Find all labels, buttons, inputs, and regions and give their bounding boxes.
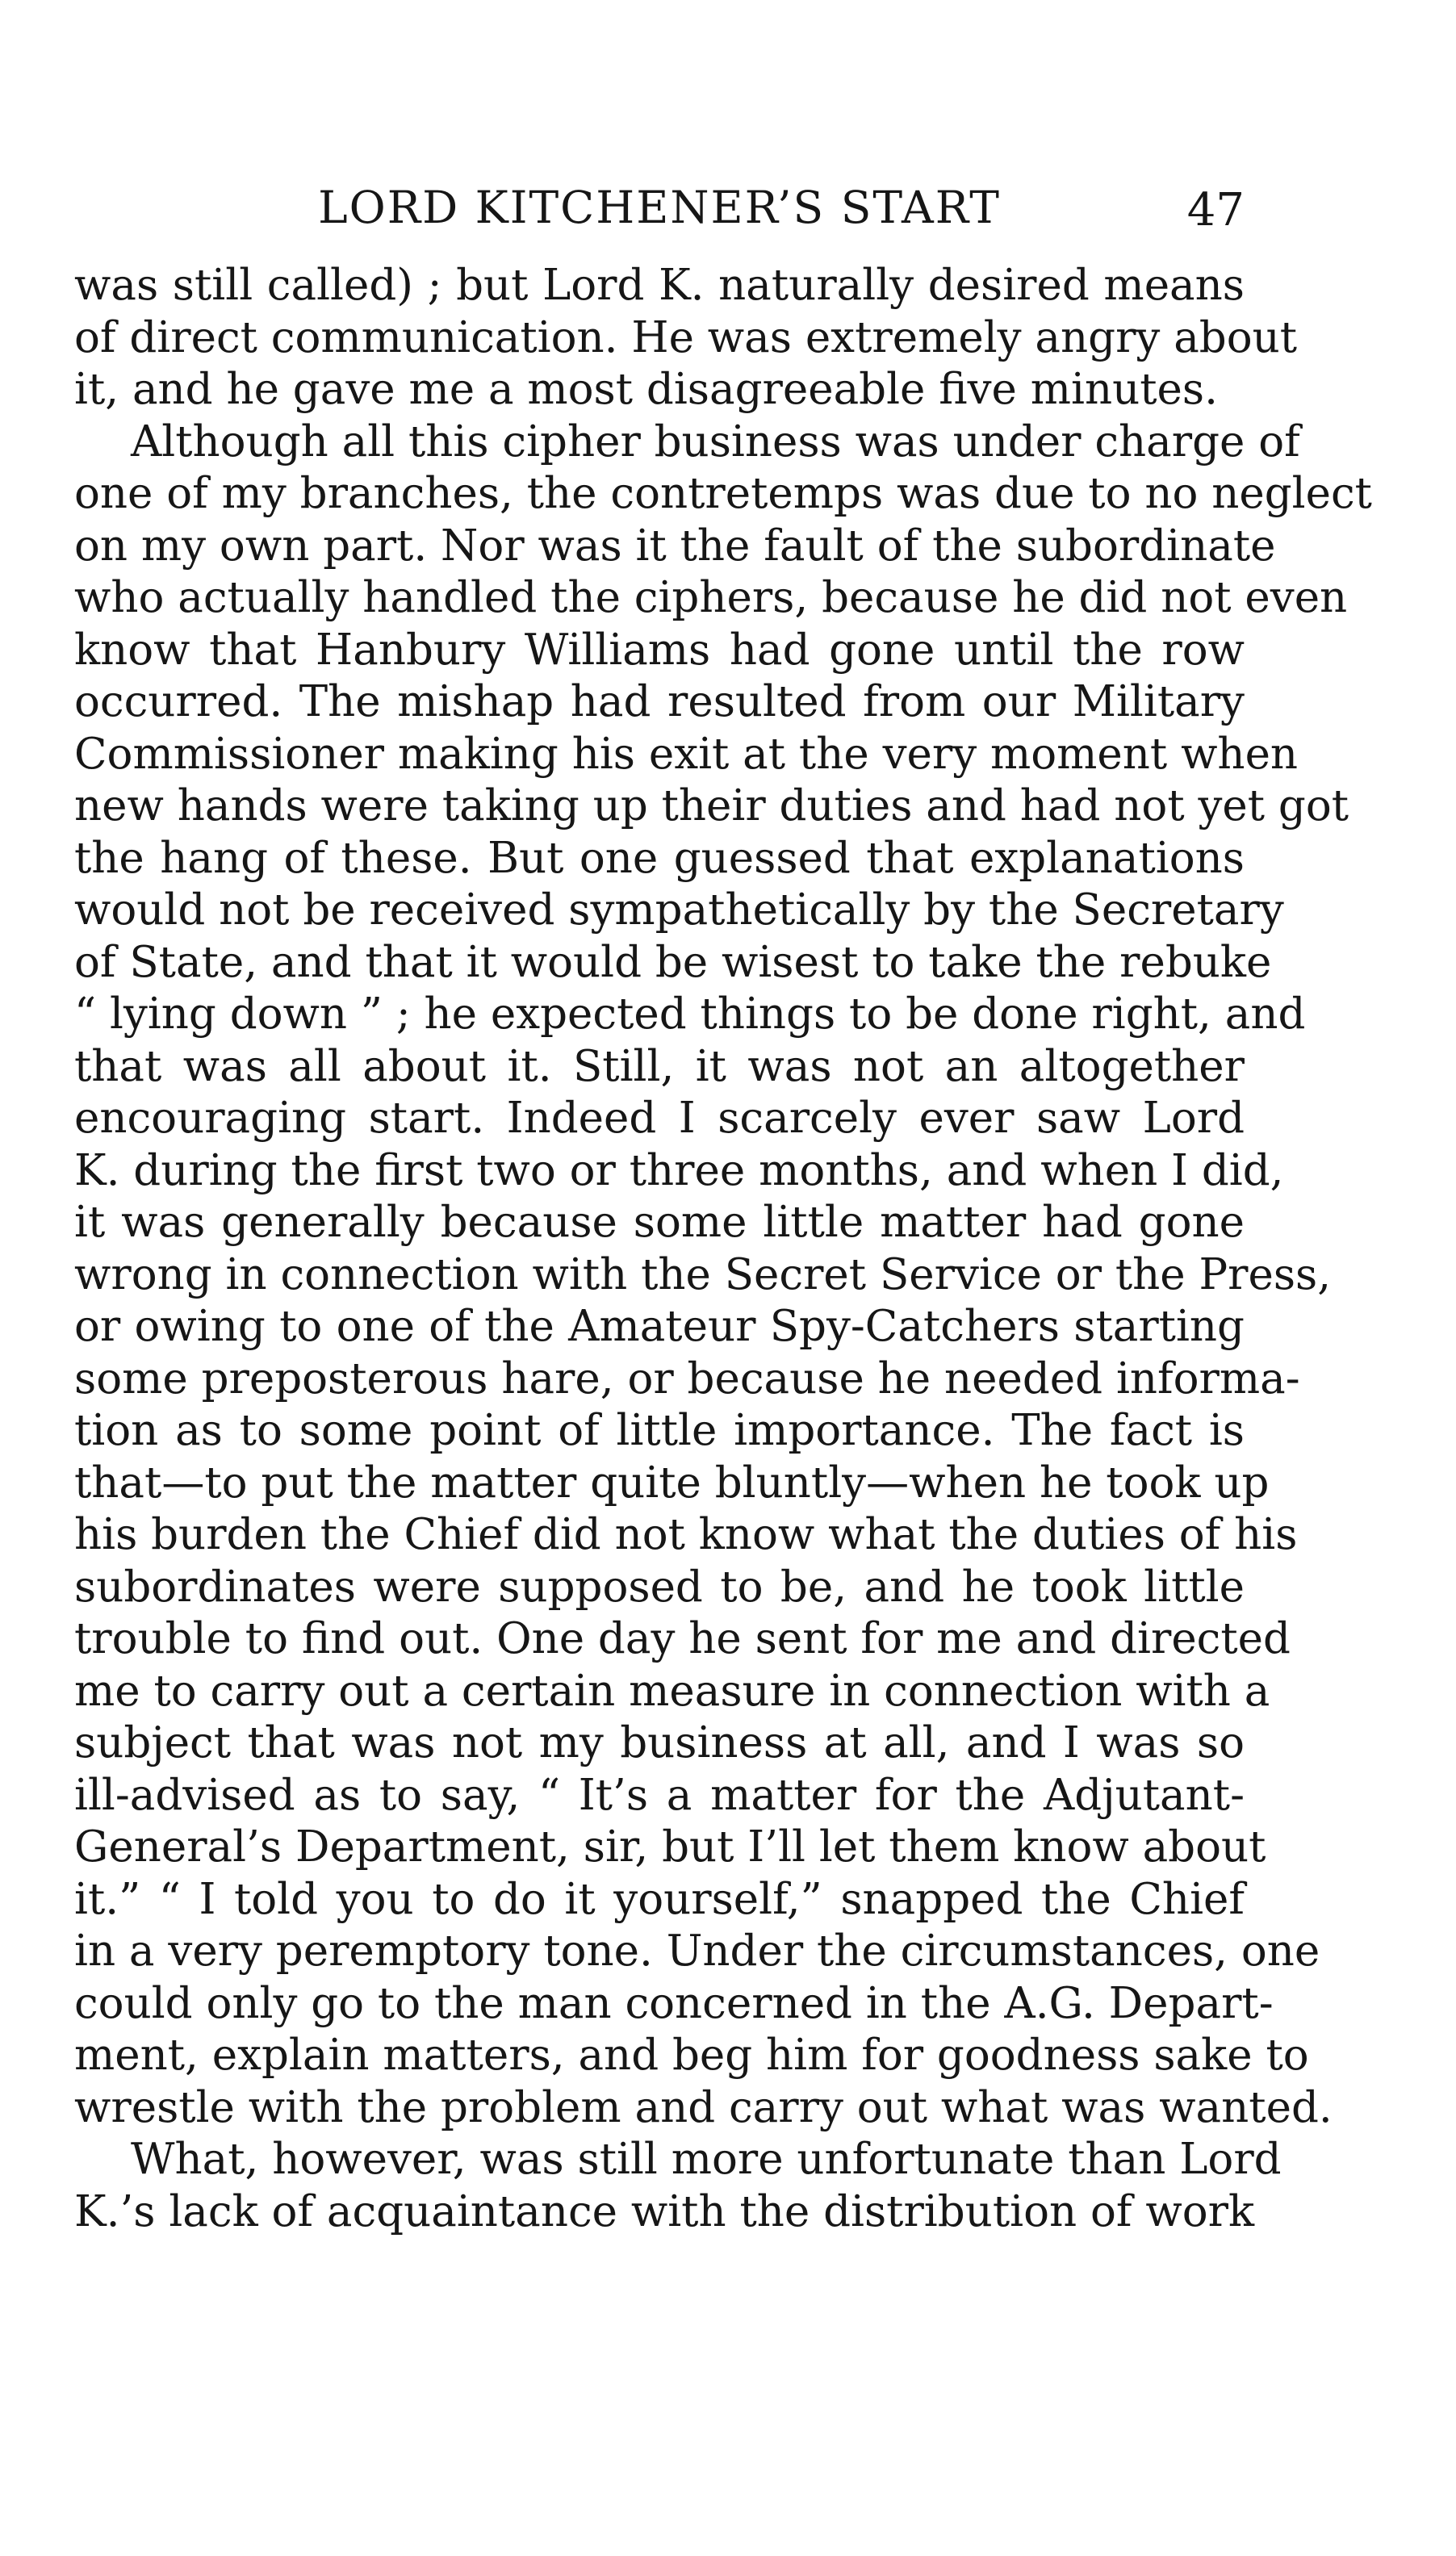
text-line: his burden the Chief did not know what the duties of his <box>74 1510 1298 1559</box>
running-head <box>74 179 1245 236</box>
text-line: occurred. The mishap had resulted from our Military <box>74 677 1245 726</box>
text-line: would not be received sympathetically by the Secretary <box>74 885 1284 935</box>
running-title: LORD KITCHENER’S START <box>318 182 1001 233</box>
text-line: Although all this cipher business was under charge of <box>131 416 1300 466</box>
text-line: What, however, was still more unfortunate than Lord <box>131 2135 1282 2184</box>
text-line: or owing to one of the Amateur Spy-Catchers starting <box>74 1302 1245 1351</box>
text-line: K. during the first two or three months, and when I did, <box>74 1145 1284 1195</box>
text-line: wrong in connection with the Secret Service or the Press, <box>74 1249 1332 1299</box>
text-line: could only go to the man concerned in the A.G. Depart- <box>74 1978 1274 2028</box>
text-line: trouble to find out. One day he sent for me and directed <box>74 1614 1291 1663</box>
text-line: it.” “ I told you to do it yourself,” snapped the Chief <box>74 1874 1245 1924</box>
text-line: ill-advised as to say, “ It’s a matter for the Adjutant- <box>74 1770 1245 1820</box>
text-line: General’s Department, sir, but I’ll let them know about <box>74 1822 1266 1872</box>
text-line: the hang of these. But one guessed that explanations <box>74 833 1245 883</box>
text-line: in a very peremptory tone. Under the circumstances, one <box>74 1926 1320 1976</box>
text-line: that—to put the matter quite bluntly—when he took up <box>74 1458 1270 1508</box>
text-line: some preposterous hare, or because he needed informa- <box>74 1353 1300 1403</box>
text-line: wrestle with the problem and carry out what was wanted. <box>74 2082 1333 2132</box>
text-line: new hands were taking up their duties and had not yet got <box>74 781 1349 830</box>
text-line: of direct communication. He was extremely angry about <box>74 312 1298 362</box>
text-line: subject that was not my business at all, and I was so <box>74 1718 1245 1767</box>
text-line: was still called) ; but Lord K. naturally desired means <box>74 261 1245 310</box>
text-line: who actually handled the ciphers, because he did not even <box>74 573 1348 622</box>
text-line: it, and he gave me a most disagreeable five minutes. <box>74 365 1218 414</box>
text-line: me to carry out a certain measure in connection with a <box>74 1666 1270 1716</box>
text-line: one of my branches, the contretemps was due to no neglect <box>74 469 1372 518</box>
text-line: on my own part. Nor was it the fault of the subordinate <box>74 521 1276 571</box>
text-line: subordinates were supposed to be, and he took little <box>74 1562 1245 1612</box>
page-number: 47 <box>1186 184 1245 236</box>
text-line: “ lying down ” ; he expected things to be done right, and <box>74 989 1306 1039</box>
text-line: encouraging start. Indeed I scarcely ever saw Lord <box>74 1094 1245 1143</box>
text-line: of State, and that it would be wisest to take the rebuke <box>74 937 1272 987</box>
text-line: K.’s lack of acquaintance with the distribution of work <box>74 2186 1255 2236</box>
text-line: tion as to some point of little importance. The fact is <box>74 1406 1245 1455</box>
text-line: ment, explain matters, and beg him for goodness sake to <box>74 2031 1309 2080</box>
text-line: it was generally because some little matter had gone <box>74 1198 1245 1247</box>
text-line: know that Hanbury Williams had gone until the row <box>74 625 1245 675</box>
text-line: Commissioner making his exit at the very moment when <box>74 729 1299 779</box>
body-text <box>74 260 1372 2238</box>
text-line: that was all about it. Still, it was not an altogether <box>74 1041 1245 1091</box>
